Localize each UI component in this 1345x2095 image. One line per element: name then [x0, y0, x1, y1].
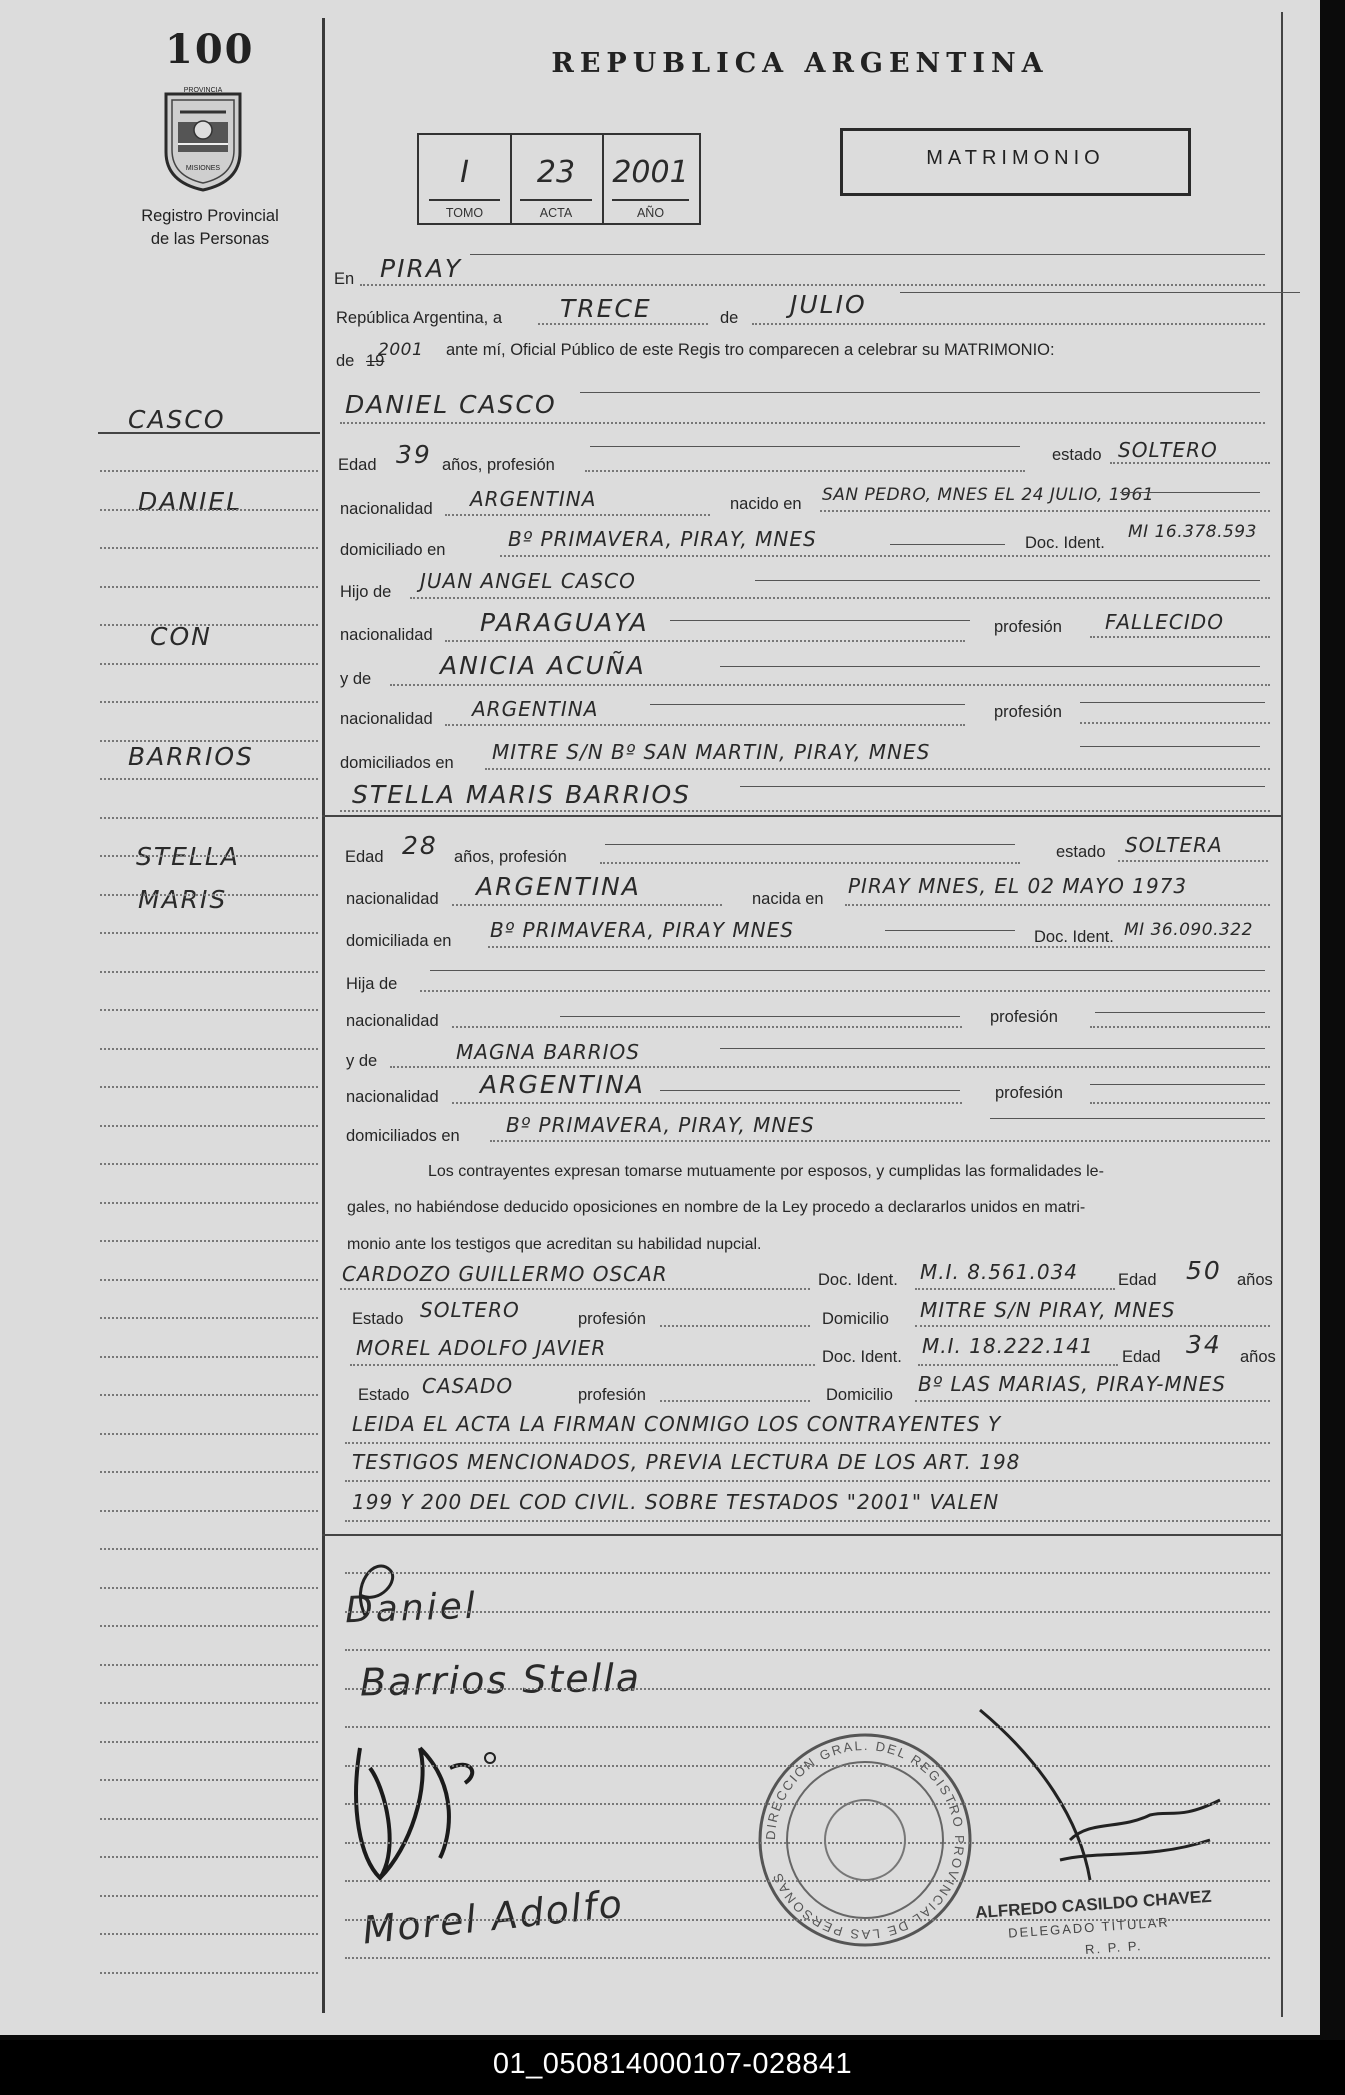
- margin-ruled-line: [100, 894, 318, 896]
- signature-ruled-line: [345, 1726, 1270, 1728]
- republica-label: República Argentina, a: [336, 309, 503, 327]
- groom-doc: MI 16.378.593: [1128, 522, 1257, 542]
- scan-footer: [0, 2040, 1345, 2095]
- groom-estado: SOLTERO: [1118, 438, 1218, 462]
- margin-ruled-line: [100, 1895, 318, 1897]
- groom-father-profession: FALLECIDO: [1105, 610, 1224, 634]
- witness2-doc: M.I. 18.222.141: [922, 1334, 1094, 1358]
- groom-father-nationality: PARAGUAYA: [480, 608, 649, 637]
- province-seal-icon: [158, 82, 248, 194]
- bride-domicile: Bº PRIMAVERA, PIRAY MNES: [490, 918, 794, 942]
- officer-title: DELEGADO TITULAR: [1007, 1914, 1171, 1941]
- margin-ruled-line: [100, 1818, 318, 1820]
- witness2-edad-label: Edad: [1122, 1348, 1161, 1366]
- margin-ruled-line: [100, 971, 318, 973]
- tomo-cell: [419, 135, 512, 223]
- margin-ruled-line: [100, 1510, 318, 1512]
- margin-ruled-line: [100, 701, 318, 703]
- bride-estado-label: estado: [1056, 843, 1106, 861]
- closing-divider: [322, 1534, 1282, 1536]
- margin-ruled-line: [100, 663, 318, 665]
- groom-yde-label: y de: [340, 670, 372, 688]
- margin-ruled-line: [100, 1548, 318, 1550]
- groom-hijo-label: Hijo de: [340, 583, 392, 601]
- officer-signature: [920, 1700, 1240, 1900]
- margin-ruled-line: [100, 509, 318, 511]
- margin-name-1: CASCO: [128, 405, 226, 434]
- groom-birth: SAN PEDRO, MNES EL 24 JULIO, 1961: [822, 485, 1155, 505]
- margin-name-underline: [98, 432, 320, 434]
- witness1-estado-label: Estado: [352, 1310, 404, 1328]
- margin-ruled-line: [100, 1933, 318, 1935]
- ano-label: AÑO: [636, 206, 665, 220]
- tomo-value: I: [460, 155, 469, 190]
- witness1-name: CARDOZO GUILLERMO OSCAR: [342, 1262, 668, 1286]
- bride-mother-prof-label: profesión: [995, 1084, 1063, 1102]
- margin-ruled-line: [100, 1664, 318, 1666]
- groom-edad-label: Edad: [338, 456, 377, 474]
- tomo-label: TOMO: [445, 206, 484, 220]
- image-code: 01_050814000107-028841: [492, 2048, 853, 2080]
- signature-ruled-line: [345, 1572, 1270, 1574]
- witness2-doc-label: Doc. Ident.: [822, 1348, 902, 1366]
- officer-office: R. P. P.: [1084, 1938, 1143, 1957]
- day-value: TRECE: [560, 294, 652, 323]
- margin-ruled-line: [100, 1394, 318, 1396]
- witness1-edad-label: Edad: [1118, 1271, 1157, 1289]
- bride-mother-nationality: ARGENTINA: [480, 1070, 645, 1099]
- bride-nat-label: nacionalidad: [346, 890, 439, 908]
- bride-mother: MAGNA BARRIOS: [456, 1040, 640, 1064]
- bride-parents-domicile: Bº PRIMAVERA, PIRAY, MNES: [506, 1113, 815, 1137]
- bride-anos-label: años, profesión: [454, 848, 567, 866]
- witness2-dom-label: Domicilio: [826, 1386, 893, 1404]
- bride-father-nat-label: nacionalidad: [346, 1012, 439, 1030]
- groom-father: JUAN ANGEL CASCO: [420, 569, 636, 593]
- margin-ruled-line: [100, 1317, 318, 1319]
- bride-nationality: ARGENTINA: [476, 872, 641, 901]
- groom-doc-label: Doc. Ident.: [1025, 534, 1105, 552]
- groom-signature-flourish: [345, 1545, 425, 1625]
- margin-ruled-line: [100, 1356, 318, 1358]
- margin-ruled-line: [100, 1856, 318, 1858]
- witness2-signature: Morel Adolfo: [360, 1881, 626, 1953]
- republic-title: REPUBLICA ARGENTINA: [551, 48, 1049, 79]
- signature-ruled-line: [345, 1765, 1270, 1767]
- signature-ruled-line: [345, 1957, 1270, 1959]
- closing-line-1: LEIDA EL ACTA LA FIRMAN CONMIGO LOS CONTRAYENTES Y: [352, 1412, 1002, 1436]
- year-value: 2001: [378, 340, 424, 360]
- form-number: 100: [165, 26, 255, 73]
- groom-signature: Daniel: [344, 1585, 479, 1632]
- signature-ruled-line: [345, 1842, 1270, 1844]
- margin-ruled-line: [100, 1471, 318, 1473]
- month-de-label: de: [720, 309, 739, 327]
- margin-ruled-line: [100, 1048, 318, 1050]
- groom-father-prof-label: profesión: [994, 618, 1062, 636]
- year-prefix-struck: 19: [366, 352, 385, 370]
- margin-name-2: DANIEL: [138, 487, 243, 516]
- witness1-dom-label: Domicilio: [822, 1310, 889, 1328]
- margin-ruled-line: [100, 1163, 318, 1165]
- margin-ruled-line: [100, 932, 318, 934]
- margin-ruled-line: [100, 1009, 318, 1011]
- groom-anos-label: años, profesión: [442, 456, 555, 474]
- margin-ruled-line: [100, 1086, 318, 1088]
- margin-ruled-line: [100, 778, 318, 780]
- margin-ruled-line: [100, 1972, 318, 1974]
- margin-ruled-line: [100, 1625, 318, 1627]
- margin-name-3: CON: [150, 622, 212, 651]
- margin-ruled-line: [100, 1741, 318, 1743]
- witness2-prof-label: profesión: [578, 1386, 646, 1404]
- right-rule: [1281, 12, 1283, 2017]
- ano-value: 2001: [612, 155, 689, 190]
- bride-name: STELLA MARIS BARRIOS: [352, 780, 691, 809]
- registry-label: Registro Provincial de las Personas: [141, 207, 279, 248]
- groom-mother-prof-label: profesión: [994, 703, 1062, 721]
- signature-ruled-line: [345, 1649, 1270, 1651]
- declaration-line-3: monio ante los testigos que acreditan su habilidad nupcial.: [347, 1236, 762, 1253]
- signature-ruled-line: [345, 1611, 1270, 1613]
- bride-signature: Barrios Stella: [359, 1655, 642, 1705]
- groom-estado-label: estado: [1052, 446, 1102, 464]
- groom-parents-domicile: MITRE S/N Bº SAN MARTIN, PIRAY, MNES: [492, 740, 931, 764]
- bride-parents-dom-label: domiciliados en: [346, 1127, 460, 1145]
- stamp-ring-text: DIRECCION GRAL. DEL REGISTRO PROVINCIAL DE LAS PERSONAS: [762, 1737, 968, 1943]
- seal-text-bottom: MISIONES: [185, 165, 221, 172]
- bride-age: 28: [402, 831, 438, 860]
- margin-ruled-line: [100, 1202, 318, 1204]
- margin-ruled-line: [100, 470, 318, 472]
- signature-ruled-line: [345, 1803, 1270, 1805]
- year-de-label: de: [336, 352, 355, 370]
- margin-ruled-line: [100, 547, 318, 549]
- witness1-age: 50: [1186, 1256, 1222, 1285]
- groom-nacido-label: nacido en: [730, 495, 802, 513]
- acta-cell: [510, 135, 604, 223]
- groom-mother-nat-label: nacionalidad: [340, 710, 433, 728]
- margin-ruled-line: [100, 624, 318, 626]
- witness2-domicile: Bº LAS MARIAS, PIRAY-MNES: [918, 1372, 1226, 1396]
- witness1-prof-label: profesión: [578, 1310, 646, 1328]
- witness1-domicile: MITRE S/N PIRAY, MNES: [920, 1298, 1176, 1322]
- record-type-box: [840, 128, 1191, 196]
- seal-text-top: PROVINCIA: [183, 87, 223, 94]
- declaration-line-1: Los contrayentes expresan tomarse mutuamente por esposos, y cumplidas las formalidades le-: [428, 1163, 1104, 1180]
- bride-hija-label: Hija de: [346, 975, 398, 993]
- witness2-anos-label: años: [1240, 1348, 1276, 1366]
- bride-father-prof-label: profesión: [990, 1008, 1058, 1026]
- groom-father-nat-label: nacionalidad: [340, 626, 433, 644]
- groom-parents-dom-label: domiciliados en: [340, 754, 454, 772]
- en-label: En: [334, 270, 355, 288]
- month-value: JULIO: [790, 290, 867, 319]
- bride-nacida-label: nacida en: [752, 890, 824, 908]
- signature-ruled-line: [345, 1688, 1270, 1690]
- place-value: PIRAY: [380, 254, 463, 283]
- bride-estado: SOLTERA: [1125, 833, 1223, 857]
- groom-age: 39: [396, 440, 432, 469]
- margin-ruled-line: [100, 1240, 318, 1242]
- groom-name: DANIEL CASCO: [345, 390, 557, 419]
- signature-ruled-line: [345, 1880, 1270, 1882]
- margin-ruled-line: [100, 1779, 318, 1781]
- acta-label: ACTA: [539, 206, 573, 220]
- bride-mother-nat-label: nacionalidad: [346, 1088, 439, 1106]
- bride-birth: PIRAY MNES, EL 02 MAYO 1973: [848, 874, 1188, 898]
- margin-ruled-line: [100, 1587, 318, 1589]
- witness1-anos-label: años: [1237, 1271, 1273, 1289]
- groom-dom-label: domiciliado en: [340, 541, 446, 559]
- margin-name-5: STELLA: [136, 842, 240, 871]
- declaration-line-2: gales, no habiéndose deducido oposiciones en nombre de la Ley procedo a declararlos unidos en matri-: [347, 1199, 1086, 1216]
- groom-mother-nationality: ARGENTINA: [472, 697, 599, 721]
- bride-yde-label: y de: [346, 1052, 378, 1070]
- witness1-doc: M.I. 8.561.034: [920, 1260, 1079, 1284]
- witness1-estado: SOLTERO: [420, 1298, 520, 1322]
- margin-ruled-line: [100, 586, 318, 588]
- bride-doc: MI 36.090.322: [1124, 920, 1253, 940]
- margin-name-4: BARRIOS: [128, 742, 254, 771]
- closing-line-2: TESTIGOS MENCIONADOS, PREVIA LECTURA DE LOS ART. 198: [352, 1450, 1021, 1474]
- margin-ruled-line: [100, 1279, 318, 1281]
- witness2-name: MOREL ADOLFO JAVIER: [356, 1336, 607, 1360]
- margin-ruled-line: [100, 855, 318, 857]
- signature-ruled-line: [345, 1919, 1270, 1921]
- bride-dom-label: domiciliada en: [346, 932, 452, 950]
- groom-nat-label: nacionalidad: [340, 500, 433, 518]
- record-type: MATRIMONIO: [926, 147, 1105, 169]
- witness2-estado-label: Estado: [358, 1386, 410, 1404]
- margin-ruled-line: [100, 1433, 318, 1435]
- margin-name-6: MARIS: [138, 885, 228, 914]
- witness1-doc-label: Doc. Ident.: [818, 1271, 898, 1289]
- ano-cell: [602, 135, 699, 223]
- record-number-box: [417, 133, 701, 225]
- bride-edad-label: Edad: [345, 848, 384, 866]
- margin-ruled-line: [100, 817, 318, 819]
- margin-ruled-line: [100, 740, 318, 742]
- witness2-age: 34: [1186, 1330, 1222, 1359]
- witness2-estado: CASADO: [422, 1374, 514, 1398]
- margin-ruled-line: [100, 1125, 318, 1127]
- closing-line-3: 199 Y 200 DEL COD CIVIL. SOBRE TESTADOS "2001" VALEN: [352, 1490, 1000, 1514]
- bride-doc-label: Doc. Ident.: [1034, 928, 1114, 946]
- groom-domicile: Bº PRIMAVERA, PIRAY, MNES: [508, 527, 817, 551]
- margin-rule: [322, 18, 325, 2013]
- acta-value: 23: [536, 155, 576, 190]
- intro-statement: ante mí, Oficial Público de este Regis tro comparecen a celebrar su MATRIMONIO:: [446, 341, 1055, 359]
- bride-section-divider: [322, 815, 1282, 817]
- groom-mother: ANICIA ACUÑA: [440, 651, 646, 680]
- officer-name: ALFREDO CASILDO CHAVEZ: [974, 1886, 1213, 1923]
- margin-ruled-line: [100, 1702, 318, 1704]
- witness1-signature: [340, 1728, 510, 1898]
- groom-nationality: ARGENTINA: [470, 487, 597, 511]
